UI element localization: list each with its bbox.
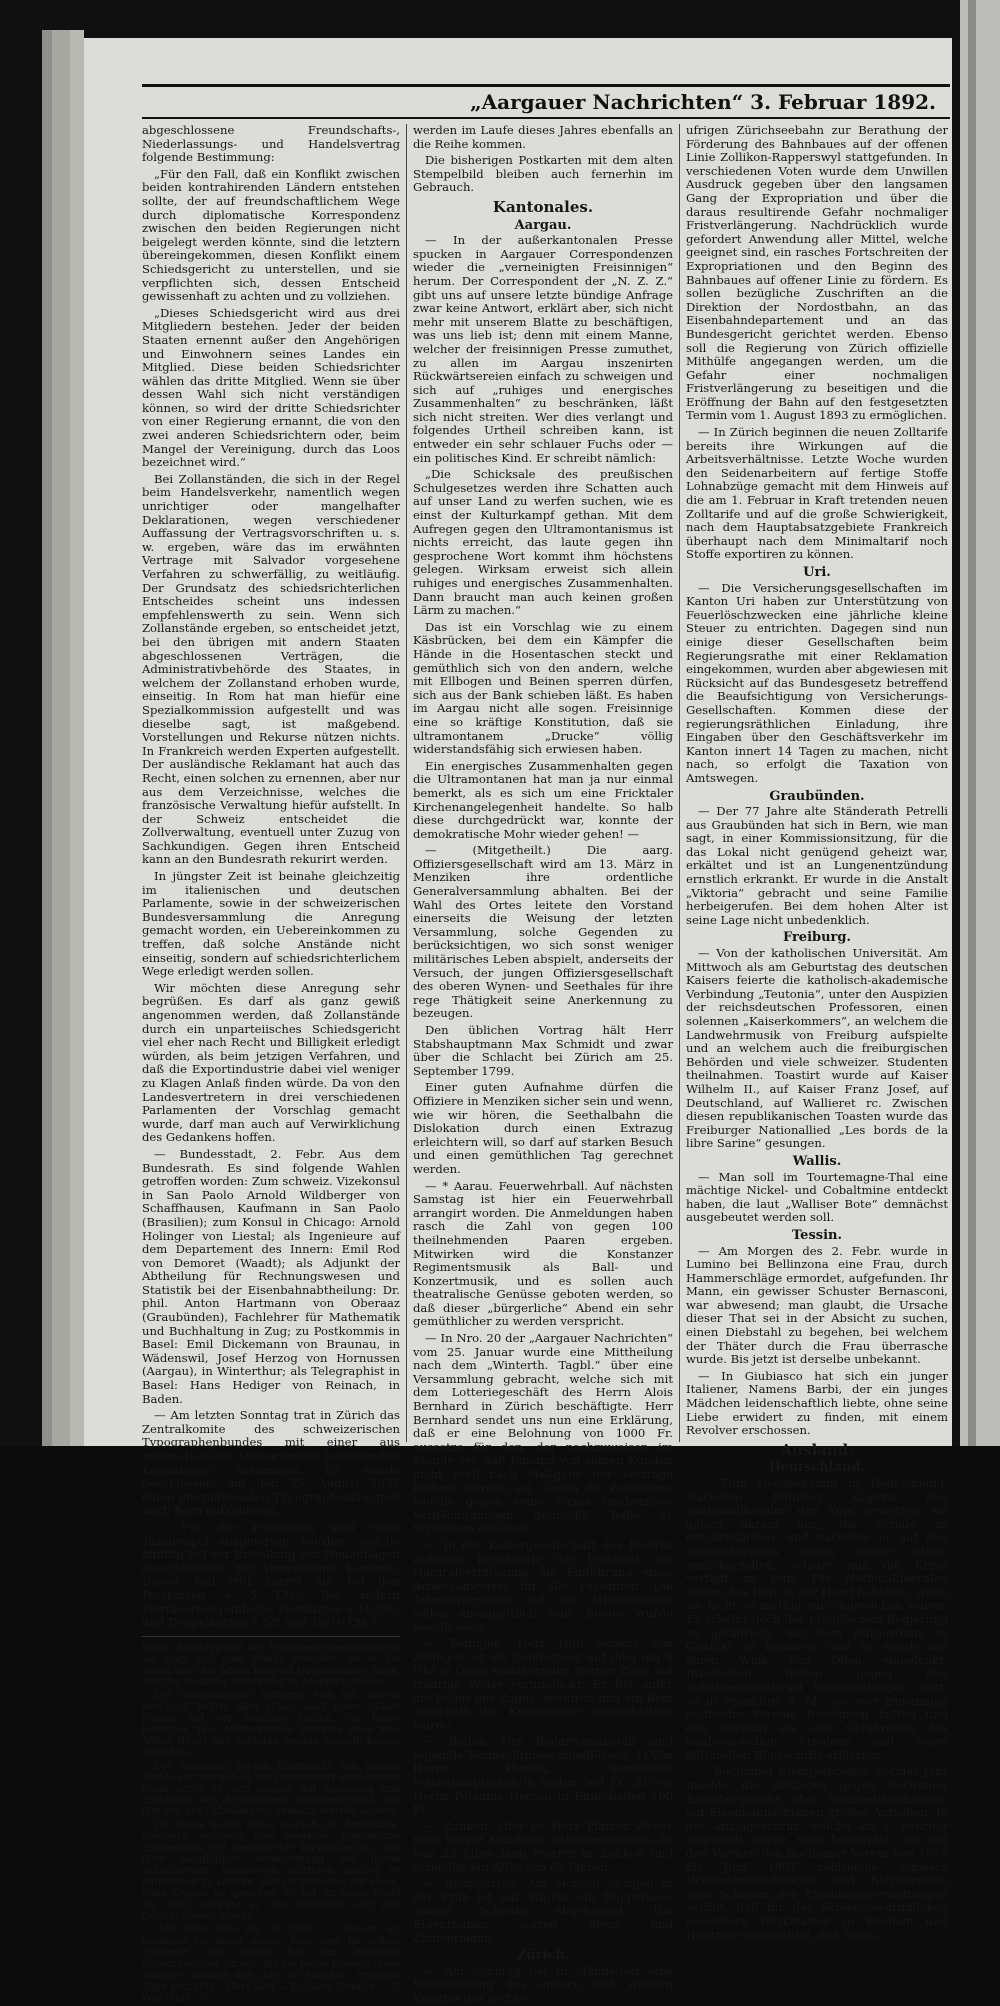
section-heading-wallis: Wallis. bbox=[792, 1153, 842, 1169]
paragraph: Den üblichen Vortrag hält Herr Stabshauptmann Max Schmidt und zwar über die Schlacht bei Zürich am 25. September 1799. bbox=[413, 1023, 673, 1078]
paragraph: — Bundesstadt, 2. Febr. Aus dem Bundesrath. Es sind folgende Wahlen getroffen worden: Zum schweiz. Vizekonsul in San Paolo Arnold Wildberger von Schaffhausen, Kaufmann in San Paolo (Brasilien); zum Konsul in Chicago: Arnold Holinger von Liestal; als Ingenieure auf dem Departement des Innern: Emil Rod von Demoret (Waadt); als Adjunkt der Abtheilung für Rechnungswesen und Statistik bei der Eisenbahnabtheilung: Dr. phil. Anton Hartmann von Oberaaz (Graubünden), Fachlehrer für Mathematik und Buchhaltung in Zug; zu Postkommis in Basel: Emil Dickemann von Braunau, in Wädenswil, Josef Herzog von Hornussen (Aargau), in Winterthur; als Telegraphist in Basel: Hans Hediger von Reinach, in Baden. bbox=[142, 1146, 400, 1406]
paragraph: — (Mitgetheilt.) Die aarg. Offiziersgesellschaft wird am 13. März in Menziken ihre ordentliche Generalversammlung abhalten. Bei der Wahl des Ortes leitete den Vorstand einerseits die Weisung der letzten Versammlung, solche Gegenden zu berücksichtigen, wo sich sonst weniger militärisches Leben abspielt, anderseits der Versuch, der jungen Offiziersgesellschaft des oberen Wynen- und Seethales für ihre rege Thätigkeit seine Anerkennung zu bezeugen. bbox=[413, 843, 673, 1021]
column-3 bbox=[686, 123, 948, 1942]
section-heading-aargau: Aargau. bbox=[514, 217, 572, 233]
paragraph: — Die Versicherungsgesellschaften im Kanton Uri haben zur Unterstützung von Feuerlöschzwecken eine jährliche kleine Steuer zu entrichten. Dagegen sind nun einige dieser Gesellschaften beim Regierungsrathe mit einer Reklamation eingekommen, wurden aber abgewiesen mit Rücksicht auf das Bundesgesetz betreffend die Beaufsichtigung von Versicherungs-Gesellschaften. Kommen diese der regierungsräthlichen Einladung, ihre Eingaben über den Geschäftsverkehr im Kanton innert 14 Tagen zu machen, nicht nach, so erfolgt die Taxation von Amtswegen. bbox=[686, 580, 948, 785]
paragraph: — Zufikon. Hier ist Herr Pfarrer Weber nach langer Krankheit dahingeschieden. Er war 22 Jahre lang Pfarrer in Zufikon und erreichte ein Alter von 66 Jahren. bbox=[413, 1818, 673, 1874]
paragraph: — * Aarau. Feuerwehrball. Auf nächsten Samstag ist hier ein Feuerwehrball arrangirt worden. Die Anmeldungen haben rasch die Zahl von gegen 100 theilnehmenden Paaren ergeben. Mitwirken wird die Konstanzer Regimentsmusik als Ball- und Konzertmusik, und es sollen auch theatralische Genüsse geboten werden, so daß dieser „bürgerliche“ Abend ein sehr gemüthlicher zu werden verspricht. bbox=[413, 1178, 673, 1329]
section-heading-tessin: Tessin. bbox=[791, 1227, 842, 1243]
paragraph: — Bochumer Stempelprozeß. Voriges Jahr machte die Anklagen gegen Bochumer Eisenbergwerke über Stempelfälschungen auf Eisenbahnschienen großes Aufsehen. In der Anklageschrift, welche am 1. Februar zugestellt wurde, wird behauptet, daß auf den Werken des Bochumer Verein von 1876 bis Juni 1891 zahlreiche schwere Urkundenfälschungen und Betrügereien zum Schaden der Eisenbahnverwaltungen verübt, daß für das Schienenwarmflicken besondere Werkstätten in Bochum und Hüntrop eingerichtet, daß Stum- bbox=[686, 1764, 948, 1942]
paragraph: ufrigen Zürichseebahn zur Berathung der Förderung des Bahnbaues auf der offenen Linie Zollikon-Rapperswyl stattgefunden. In verschiedenen Voten wurde dem Unwillen Ausdruck gegeben über den langsamen Gang der Expropriation und über die daraus resultirende Gefahr nochmaliger Fristverlängerung. Nachdrücklich wurde gefordert Anwendung aller Mittel, welche geeignet sind, ein rasches Fortschreiten der Expropriationen und den Beginn des Bahnbaues auf offener Linie zu fördern. Es sollen bezügliche Zuschriften an die Direktion der Nordostbahn, an das Eisenbahndepartement und an das Bundesgericht gerichtet werden. Ebenso soll die Regierung von Zürich offizielle Mithülfe angegangen werden, um die Gefahr einer nochmaligen Fristverlängerung zu beseitigen und die Eröffnung der Bahn auf den festgesetzten Termin vom 1. August 1893 zu ermöglichen. bbox=[686, 123, 948, 423]
paragraph: Bei Zollanständen, die sich in der Regel beim Handelsverkehr, namentlich wegen unrichtiger oder mangelhafter Deklarationen, wegen verschiedener Auffassung der Vertragsvorschriften u. s. w. ergeben, wäre das im erwähnten Vertrage mit Salvador vorgesehene Verfahren zu schwerfällig, zu weitläufig. Der Grundsatz des schiedsrichterlichen Entscheides scheint uns indessen empfehlenswerth zu sein. Wenn sich Zollanstände ergeben, so entscheidet jetzt, bei den übrigen mit andern Staaten abgeschlossenen Verträgen, die Administrativbehörde des Staates, in welchem der Zollanstand erhoben wurde, einseitig. In Rom hat man hiefür eine Spezialkommission aufgestellt und was dieselbe sagt, ist maßgebend. Vorstellungen und Rekurse nützen nichts. In Frankreich werden Experten aufgestellt. Der ausländische Reklamant hat auch das Recht, einen solchen zu ernennen, aber nur aus dem Verzeichnisse, welches die französische Verwaltung hiefür aufstellt. In der Schweiz entscheidet die Zollverwaltung, eventuell unter Zuzug von Sachkundigen. Gegen ihren Entscheid kann an den Bundesrath rekurirt werden. bbox=[142, 471, 400, 867]
paragraph: — Baden. Der Badarmenanstalt sind folgende Vermächtnisse zugeflossen: 1) Von Herrn Herzog, gewesener Polizeihauptmann in Baden 500 Fr.; 2) von Herrn Pelagius Herzog in Ennetbaden 100 Fr. bbox=[413, 1734, 673, 1817]
paragraph: werden im Laufe dieses Jahres ebenfalls an die Reihe kommen. bbox=[413, 123, 673, 151]
section-heading-freiburg: Freiburg. bbox=[782, 930, 852, 946]
paragraph: — Der 77 Jahre alte Ständerath Petrelli aus Graubünden hat sich in Bern, wie man sagt, in einer Kommissionsitzung, für die das Lokal nicht genügend geheizt war, erkältet und ist an Lungenentzündung ernstlich erkrankt. Er wurde in die Anstalt „Viktoria“ gebracht und seine Familie herbeigerufen. Bei dem hohen Alter ist seine Lage nicht unbedenklich. bbox=[686, 804, 948, 927]
paragraph: abgeschlossene Freundschafts-, Niederlassungs- und Handelsvertrag folgende Bestimmung: bbox=[142, 123, 400, 165]
paragraph: — Am Sonntag hat in Männedorf eine Versammlung des engern und weitern Komites der rechts- bbox=[413, 1963, 673, 2005]
paragraph: — In Nro. 20 der „Aargauer Nachrichten“ vom 25. Januar wurde eine Mittheilung nach dem „Winterth. Tagbl.“ über eine Versammlung gebracht, welche sich mit dem Lotteriegeschäft des Herrn Alois Bernhard in Zürich beschäftigte. Herr Bernhard sendet uns nun eine Erklärung, daß er eine Belohnung von 1000 Fr. aussetze für den, der nachzuweisen im Stande sei, daß Jemand von seinen Kunden nicht reell nach Maßgabe der Verträge bedient worden sei. Gegen die Zeitungen, welche gegen seine Firma tendenziöse Verdächtigungen gebracht, habe er Strafklage erhoben. bbox=[413, 1331, 673, 1536]
feuilleton-paragraph: lange. Ramberg ließ der Einladbegehrenden lagen, sie möge sich eine Stunde gedulden, bis er die Akten über die Affäre Leopold Hügel erledigt habe, was ihn vorläufig vollständig in Anspruch nähme. bbox=[142, 1642, 400, 1688]
paragraph: — In der Kulturgesellschaft des Bezirks Zofingen beantragte der Vorstand, für Naturalverpflegung die Einführung eines Arbeitsanweises für alle Passanten. Die Arbeitergesuche und der Arbeitsanweis sollen unentgeltlich sein. Beides wurde beschlossen. bbox=[413, 1537, 673, 1634]
newspaper-page bbox=[84, 38, 952, 2005]
paragraph: — Man soll im Tourtemagne-Thal eine mächtige Nickel- und Cobaltmine entdeckt haben, die laut „Walliser Bote“ demnächst ausgebeutet werden soll. bbox=[686, 1169, 948, 1225]
paragraph: Einer guten Aufnahme dürfen die Offiziere in Menziken sicher sein und wenn, wie wir hören, die Seethalbahn die Dislokation durch einen Extrazug erleichtern will, so darf auf starken Besuch und einen gemüthlichen Tag gerechnet werden. bbox=[413, 1080, 673, 1176]
paragraph: — Von der katholischen Universität. Am Mittwoch als am Geburtstag des deutschen Kaisers feierte die katholisch-akademische Verbindung „Teutonia“, unter den Auspizien der reichsdeutschen Professoren, einen solennen „Kaiserkommers“, an welchem die Landwehrmusik von Freiburg aufspielte und an welchem auch die freiburgischen Behörden und viele schweizer. Studenten theilnahmen. Toastirt wurde auf Kaiser Wilhelm II., auf Kaiser Franz Josef, auf Deutschland, auf Wallieret rc. Zwischen diesen republikanischen Toasten wurde das Freiburger Nationallied „Les bords de la libre Sarine“ gesungen. bbox=[686, 946, 948, 1151]
paragraph: „Für den Fall, daß ein Konflikt zwischen beiden kontrahirenden Ländern entstehen sollte, der auf freundschaftlichem Wege durch diplomatische Korrespondenz zwischen den beiden Regierungen nicht beigelegt werden könnte, sind die letztern übereingekommen, diesen Konflikt einem Schiedsgericht zu unterstellen, und sie verpflichten sich, dessen Entscheid gewissenhaft zu achten und zu vollziehen. bbox=[142, 166, 400, 304]
column-2 bbox=[413, 123, 673, 2005]
right-border-band bbox=[960, 0, 1000, 1446]
paragraph: Wir möchten diese Anregung sehr begrüßen. Es darf als ganz gewiß angenommen werden, daß Zollanstände durch ein unparteiisches Schiedsgericht viel eher nach Recht und Billigkeit erledigt würden, als beim jetzigen Verfahren, und daß die Exportindustrie dabei viel weniger zu Klagen Anlaß finden würde. Da von den Landesvertretern in drei verschiedenen Parlamenten der Vorschlag gemacht wurde, darf man auch auf Verwirklichung des Gedankens hoffen. bbox=[142, 980, 400, 1145]
column-separator-1 bbox=[406, 124, 407, 1442]
section-heading-deutschland: Deutschland. bbox=[768, 1460, 866, 1476]
section-heading-zuerich: Zürich. bbox=[516, 1948, 570, 1964]
section-heading-graubuenden: Graubünden. bbox=[769, 788, 865, 804]
feuilleton-section bbox=[142, 1643, 400, 2005]
paragraph: — Am letzten Sonntag trat in Zürich das Zentralkomite des schweizerischen Typographenbundes mit einer aus internationalen Abgeordneten bestehenden Kommission zusammen. Es wurde beschlossen, auf den 25. August 1892 einen internationalen Typographenkongreß nach Bern aufzubieten. bbox=[142, 1408, 400, 1518]
paragraph: — In Giubiasco hat sich ein junger Italiener, Namens Barbi, der ein junges Mädchen leidenschaftlich liebte, ohne seine Liebe erwidert zu finden, mit einem Revolver erschossen. bbox=[686, 1368, 948, 1438]
paragraph: — Zum Geisteskampf in Deutschland. Nachdem Minister Caprivi den Nationalliberalen den Kopf geworfen, sie gehen darauf aus, die Schule zu entchristlichen, und nachdem er auf den daraufolgenden Sturm wieder etwas zurückgefallen, scheint nun die Krisis vertagt zu sein. Die Nationalliberalen hätten das Heft in der Hand behalten, wenn sie nicht so muthig zurückgewichen wären. Es scheint doch der preußischen Regierung zu gefährlich, mit dem Bürgerthum in Conflikt zu kommen, und so würde auf einen Wink von Oben eingelenkt. Inzwischen finden gegen den Schulgesetzentwurf Versammlungen statt, so in Frankfurt a. M., wo vier freisinnige politische Vereine Resolution faßten und den Entwurf als eine Gefährdung des konfessionellen Friedens und einen kulturellen Rückschritt erklärten. bbox=[686, 1476, 948, 1762]
feuilleton-paragraph: Der Gerichtsdiener entfernte sich mit diesem Bescheid, kehrte aber schon nach einer halben Minute mit der Meldung zurück, die Dame behaupte, ihre Mittheilungen beträfen eben jene Affäre Hügel und duldeten gerade deshalb keinen Aufschub. bbox=[142, 1690, 400, 1759]
section-heading-uri: Uri. bbox=[803, 565, 831, 580]
column-separator-2 bbox=[679, 124, 680, 1442]
page-edge-mid bbox=[52, 30, 70, 1446]
masthead-rule bbox=[142, 84, 950, 119]
paragraph: „Die Schicksale des preußischen Schulgesetzes werden ihre Schatten auch auf unser Land zu werfen suchen, wie es einst der Kulturkampf gethan. Mit dem Aufregen gegen den Ultramontanismus ist nichts erreicht, das laute gegen ihn gesprochene Wort kommt ihm höchstens gelegen. Wirksam erweist sich allein ruhiges und energisches Zusammenhalten. Dann braucht man auch keinen großen Lärm zu machen.“ bbox=[413, 467, 673, 618]
section-heading-ausland: Ausland. bbox=[780, 1440, 854, 1459]
paragraph: „Dieses Schiedsgericht wird aus drei Mitgliedern bestehen. Jeder der beiden Staaten ernennt außer den Angehörigen und Einwohnern seines Landes ein Mitglied. Diese beiden Schiedsrichter wählen das dritte Mitglied. Wenn sie über dessen Wahl sich nicht verständigen können, so wird der dritte Schiedsrichter von einer Regierung ernannt, die von den zwei anderen Schiedsrichtern oder, beim Mangel der Vereinigung, durch das Loos bezeichnet wird.“ bbox=[142, 305, 400, 470]
paragraph: — Am Morgen des 2. Febr. wurde in Lumino bei Bellinzona eine Frau, durch Hammerschläge ermordet, aufgefunden. Ihr Mann, ein gewisser Schuster Bernasconi, war abwesend; man glaubt, die Ursache dieser That sei in der Absicht zu suchen, einen Diebstahl zu begehen, bei welchem der Thäter durch die Frau überrasche wurde. Bis jetzt ist derselbe unbekannt. bbox=[686, 1243, 948, 1367]
feuilleton-paragraph: „Mit wem habe ich die Ehre —“ begann er, nachdem sie allein waren, fuhr aber im selben Momente mit einem Ruf der höchsten Ueberraschung zurück, als die junge Fremde ihren Schleier abnahm und ihm die bleichen, erregten Züge enthüllte. „Herr Gott — Fräulein Sendler — ?! Was führt —“ bbox=[142, 1924, 400, 2004]
section-heading-kantonales: Kantonales. bbox=[492, 197, 594, 216]
page-edge-dark bbox=[42, 30, 52, 1446]
paragraph: — In Zürich beginnen die neuen Zolltarife bereits ihre Wirkungen auf die Arbeitsverhältnisse. Letzte Woche wurden den Seidenarbeitern auf fertige Stoffe Lohnabzüge gemacht mit dem Hinweis auf die am 1. Februar in Kraft tretenden neuen Zolltarife und auf die große Schwierigkeit, nach dem Hauptabsatzgebiete Frankreich überhaupt nach dem Minimaltarif noch Stoffe exportiren zu können. bbox=[686, 425, 948, 562]
feuilleton-paragraph: Die Dame betrat etwas zaghaft die Amtsstube. Ramberg musterte ihre elegante, jugendliche Erscheinung mit gesteigerter Verwunderung. Aus ihrer sorgfältigen Vermummung und ihrem schüchternen, unsicheren Auftreten glaubte er entnehmen zu können, daß sie wünsche, ihn allein, ohne Zeugen zu sprechen. Er bot ihr einen Stuhl an, dann schickte er den Schreiber und den Gerichtsdiener hinaus. bbox=[142, 1819, 400, 1923]
paragraph: — Zofingen. Herr Paul Schenk von Zofingen ist als Conducteur auf dem um 8 Uhr in Olten einfahrenden Berner Zuge auf traurige Weise verunglückt. Er fiel unter die Räder des Zuges, wodurch ihm ein Bein unterhalb der Kniescheibe abgeschnitten wurde. bbox=[413, 1636, 673, 1732]
paragraph: — In der außerkantonalen Presse spucken in Aargauer Correspondenzen wieder die „verneinigten Freisinnigen“ herum. Der Correspondent der „N. Z. Z.“ gibt uns auf unsere letzte bündige Anfrage zwar keine Antwort, erklärt aber, sich nicht mehr mit unserem Blatte zu beschäftigen, was uns lieb ist; denn mit einem Manne, welcher der freisinnigen Presse zumuthet, zu allen im Aargau inszenirten Rückwärtsereien einfach zu schweigen und sich auf „ruhiges und energisches Zusammenhalten“ zu beschränken, läßt sich nicht streiten. Wer dies verlangt und folgendes Urtheil schreiben kann, ist entweder ein sehr schlauer Fuchs oder — ein politisches Kind. Er schreibt nämlich: bbox=[413, 233, 673, 465]
paragraph: Das ist ein Vorschlag wie zu einem Käsbrücken, bei dem ein Kämpfer die Hände in die Hosentaschen steckt und gemüthlich sich von den andern, welche mit Ellbogen und Beinen sperren dürfen, sich aus der Bank schieben läßt. Es haben im Aargau nicht alle sogen. Freisinnige eine so kräftige Konstitution, daß sie ultramontanem „Drucke“ völlig widerstandsfähig sich erwiesen haben. bbox=[413, 619, 673, 757]
paragraph: Ein energisches Zusammenhalten gegen die Ultramontanen hat man ja nur einmal bemerkt, als es sich um eine Fricktaler Kirchenangelegenheit handelte. So halb diese durchgedrückt war, konnte der demokratische Mohr wieder gehen! — bbox=[413, 758, 673, 841]
page-header-title: „Aargauer Nachrichten“ 3. Februar 1892. bbox=[470, 90, 936, 114]
right-border-line bbox=[968, 0, 976, 1446]
feuilleton-divider bbox=[142, 1636, 400, 1637]
paragraph: In jüngster Zeit ist beinahe gleichzeitig im italienischen und deutschen Parlamente, sowie in der schweizerischen Bundesversammlung die Anregung gemacht worden, ein Uebereinkommen zu treffen, daß solche Anstände nicht einseitig, sondern auf schiedsrichterlichem Wege erledigt werden sollen. bbox=[142, 869, 400, 979]
feuilleton-paragraph: Der Amtmann sprang überrascht von seinem Stuhle auf und befahl, die Dame sofort einzulassen. Dann setzte er sich wieder, mit Spannung und Erstaunen den Eröffnungen entgegensehend, die ihm von der Unbekannten gemacht werden sollten. bbox=[142, 1760, 400, 1818]
paragraph: — Bremgarten. Am Montag Morgen in der Früh ist auf Stigeln ein Doppelhaus sammt Scheune abgebrannt. Die Eigenthümer waren Brem und Zimmermann. bbox=[413, 1876, 673, 1945]
paragraph: Die bisherigen Postkarten mit dem alten Stempelbild bleiben auch fernerhin im Gebrauch. bbox=[413, 153, 673, 195]
column-1 bbox=[142, 123, 400, 2004]
paragraph: — Für die Postkarten sind neue Taxstempel ausgefertigt worden, welche künftig bei der Erstellung von Neuauflagen ausschließlich zur Verwendung kommen. Dieser Fall tritt zuerst ein bei den Postkarten à 5 Cts.; die andern Werthsorten (einfache Postkarten à 10 Cts. und Doppelkarten à 5/5 und 10/10 Cts.) bbox=[142, 1519, 400, 1630]
page-edge-light bbox=[70, 30, 84, 1446]
